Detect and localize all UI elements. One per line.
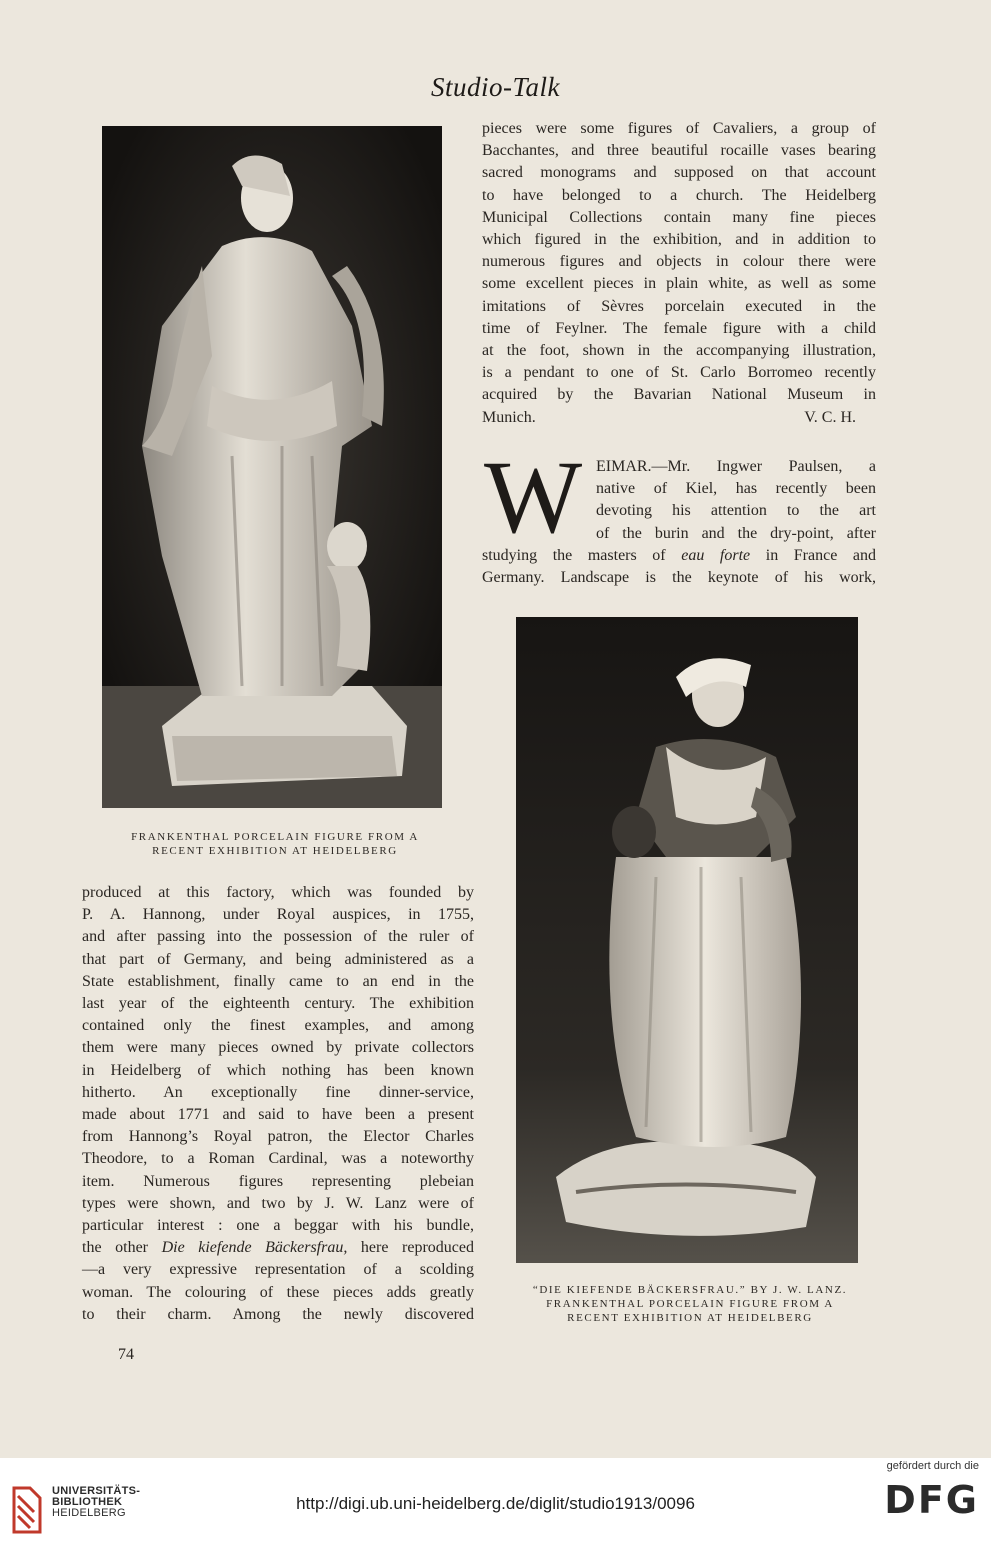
text-line: time of Feylner. The female figure with a child xyxy=(482,319,876,337)
dfg-logo: DFG xyxy=(884,1478,979,1522)
text-line: produced at this factory, which was founded by xyxy=(82,884,474,901)
caption-line: RECENT EXHIBITION AT HEIDELBERG xyxy=(567,1312,813,1324)
text-line: pieces were some figures of Cavaliers, a group of xyxy=(482,120,876,137)
text-line: hitherto. An exceptionally fine dinner-service, xyxy=(82,1083,474,1101)
caption-line: “DIE KIEFENDE BÄCKERSFRAU.” BY J. W. LANZ. xyxy=(532,1284,848,1296)
right-figure-caption xyxy=(500,1283,880,1325)
author-initials: V. C. H. xyxy=(804,408,856,426)
text-line: particular interest : one a beggar with his bundle, xyxy=(82,1217,474,1235)
funding-label: gefördert durch die xyxy=(886,1460,979,1472)
text-segment: studying the masters of xyxy=(482,546,682,564)
running-header: Studio-Talk xyxy=(430,72,561,102)
institution-line: HEIDELBERG xyxy=(52,1507,126,1519)
signature-line xyxy=(482,407,876,429)
weimar-section xyxy=(482,440,877,589)
text-line: P. A. Hannong, under Royal auspices, in 1755, xyxy=(82,906,474,924)
text-line: woman. The colouring of these pieces adds greatly xyxy=(82,1283,474,1301)
left-column-bottom-text xyxy=(82,882,474,1326)
text-line: in Heidelberg of which nothing has been known xyxy=(82,1061,474,1079)
text-line xyxy=(82,1237,474,1259)
text-line: and after passing into the possession of the ruler of xyxy=(82,928,474,946)
text-line: made about 1771 and said to have been a present xyxy=(82,1106,474,1124)
text-line: Theodore, to a Roman Cardinal, was a noteworthy xyxy=(82,1150,474,1168)
caption-line: RECENT EXHIBITION AT HEIDELBERG xyxy=(152,845,398,857)
source-url-link[interactable]: http://digi.ub.uni-heidelberg.de/diglit/studio1913/0096 xyxy=(296,1494,695,1513)
institution-line: BIBLIOTHEK xyxy=(52,1496,123,1508)
text-line: EIMAR.—Mr. Ingwer Paulsen, a xyxy=(596,458,876,475)
drop-cap: W xyxy=(484,440,583,555)
text-line: —a very expressive representation of a scolding xyxy=(82,1261,474,1279)
italic-title: Die kiefende Bäckersfrau, xyxy=(161,1239,348,1257)
text-line: item. Numerous figures representing plebeian xyxy=(82,1172,474,1190)
text-line: Municipal Collections contain many fine pieces xyxy=(482,208,876,226)
text-line: numerous figures and objects in colour there were xyxy=(482,253,876,271)
text-line: to their charm. Among the newly discovered xyxy=(82,1305,474,1323)
text-line: sacred monograms and supposed on that account xyxy=(482,164,876,182)
text-line: Germany. Landscape is the keynote of his work, xyxy=(482,569,876,587)
italic-term: eau forte xyxy=(681,546,751,564)
text-line: acquired by the Bavarian National Museum in xyxy=(482,386,876,404)
footer-bar xyxy=(0,1458,991,1548)
text-segment: here reproduced xyxy=(347,1239,474,1257)
text-line: to have belonged to a church. The Heidelberg xyxy=(482,186,876,204)
left-figure-caption xyxy=(102,830,448,858)
text-line: Bacchantes, and three beautiful rocaille vases bearing xyxy=(482,142,876,160)
text-line: last year of the eighteenth century. The exhibition xyxy=(82,995,474,1013)
text-line: which figured in the exhibition, and in addition to xyxy=(482,231,876,249)
caption-line: FRANKENTHAL PORCELAIN FIGURE FROM A xyxy=(546,1298,834,1310)
bakers-wife-illustration xyxy=(516,617,858,1263)
porcelain-figure-photo-right xyxy=(516,617,858,1263)
text-segment: the other xyxy=(82,1239,162,1257)
text-line: some excellent pieces in plain white, as well as some xyxy=(482,275,876,293)
page-number: 74 xyxy=(118,1346,134,1363)
female-figure-illustration xyxy=(102,126,442,808)
text-line: contained only the finest examples, and among xyxy=(82,1017,474,1035)
text-line: imitations of Sèvres porcelain executed in the xyxy=(482,297,876,315)
text-segment: in France and xyxy=(750,546,877,564)
text-line: State establishment, finally came to an end in the xyxy=(82,972,474,990)
text-line: is a pendant to one of St. Carlo Borromeo recently xyxy=(482,364,876,382)
text-line: at the foot, shown in the accompanying illustration, xyxy=(482,342,876,360)
text-line: that part of Germany, and being administered as a xyxy=(82,950,474,968)
institution-line: UNIVERSITÄTS- xyxy=(52,1485,141,1497)
porcelain-figure-photo-left xyxy=(102,126,442,808)
text-line: of the burin and the dry-point, after xyxy=(596,524,876,542)
caption-line: FRANKENTHAL PORCELAIN FIGURE FROM A xyxy=(131,831,419,843)
right-column-top-text xyxy=(482,118,876,429)
text-line: from Hannong’s Royal patron, the Elector Charles xyxy=(82,1128,474,1146)
text-line: Munich. xyxy=(482,408,536,426)
text-line: devoting his attention to the art xyxy=(596,502,876,520)
text-line: native of Kiel, has recently been xyxy=(596,480,876,498)
text-line: types were shown, and two by J. W. Lanz were of xyxy=(82,1194,474,1212)
text-line: them were many pieces owned by private collectors xyxy=(82,1039,474,1057)
